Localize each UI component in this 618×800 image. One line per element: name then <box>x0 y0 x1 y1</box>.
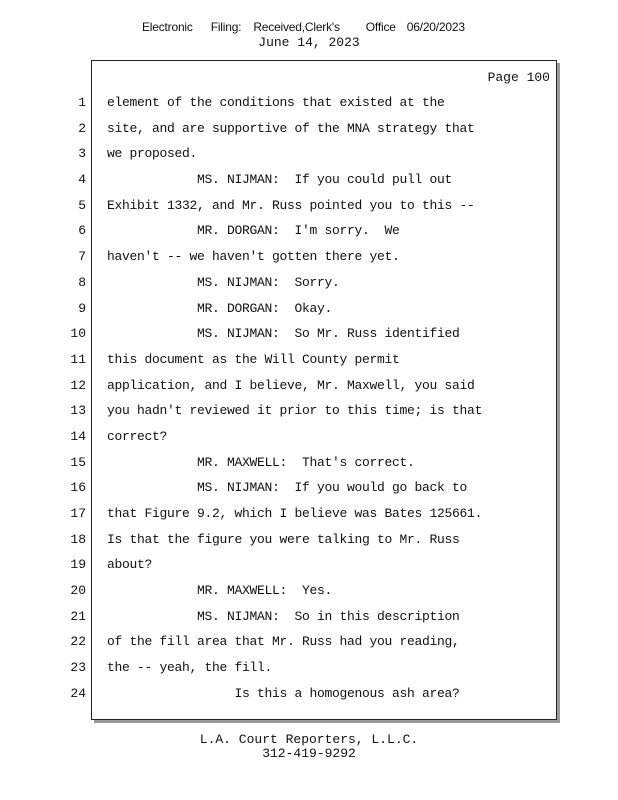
transcript-line: about? <box>107 557 153 573</box>
line-number: 13 <box>70 403 86 419</box>
transcript-line: haven't -- we haven't gotten there yet. <box>107 249 400 265</box>
line-number: 15 <box>70 454 86 470</box>
transcript-line: MR. MAXWELL: That's correct. <box>107 454 415 470</box>
transcript-line: element of the conditions that existed at the <box>107 95 445 110</box>
line-number: 21 <box>70 608 86 624</box>
transcript-line: this document as the Will County permit <box>107 351 400 367</box>
transcript-line: MS. NIJMAN: If you would go back to <box>107 480 468 496</box>
court-reporter-name: L.A. Court Reporters, L.L.C. <box>199 732 419 747</box>
transcript-line: that Figure 9.2, which I believe was Bates 125661. <box>107 506 483 521</box>
line-number: 8 <box>78 274 86 290</box>
line-number: 5 <box>78 197 86 213</box>
transcript-line: you hadn't reviewed it prior to this time; is that <box>107 403 483 419</box>
line-number: 22 <box>70 634 86 650</box>
transcript-line: MR. DORGAN: Okay. <box>107 300 333 316</box>
line-number: 9 <box>78 300 86 316</box>
stamp-electronic: Electronic <box>142 20 193 34</box>
line-number: 23 <box>70 660 86 676</box>
transcript-line: we proposed. <box>107 146 198 162</box>
court-reporter-phone: 312-419-9292 <box>262 746 356 761</box>
line-number: 17 <box>70 506 86 521</box>
line-number: 24 <box>70 685 86 701</box>
stamp-filing: Filing: <box>210 20 242 34</box>
line-number: 3 <box>78 146 86 162</box>
line-number-column <box>60 94 86 711</box>
page-number: Page 100 <box>487 70 550 85</box>
transcript-line: MS. NIJMAN: Sorry. <box>107 274 340 290</box>
transcript-line: MS. NIJMAN: So in this description <box>107 608 460 624</box>
transcript-line: MR. MAXWELL: Yes. <box>107 583 333 599</box>
stamp-received: Received,Clerk's <box>253 20 340 34</box>
line-number: 10 <box>70 326 86 342</box>
transcript-line: application, and I believe, Mr. Maxwell, you said <box>107 377 475 393</box>
line-number: 18 <box>70 531 86 547</box>
line-number: 20 <box>70 583 86 599</box>
transcript-line: MS. NIJMAN: So Mr. Russ identified <box>107 326 460 342</box>
line-number: 1 <box>78 95 86 110</box>
stamp-office: Office <box>365 20 396 34</box>
line-number: 19 <box>70 557 86 573</box>
filing-stamp <box>142 20 465 34</box>
transcript-text <box>107 94 482 711</box>
transcript-line: Is this a homogenous ash area? <box>107 685 460 701</box>
line-number: 4 <box>78 172 86 188</box>
transcript-line: the -- yeah, the fill. <box>107 660 273 676</box>
footer <box>0 733 618 761</box>
line-number: 12 <box>70 377 86 393</box>
line-number: 14 <box>70 428 86 444</box>
line-number: 16 <box>70 480 86 496</box>
transcript-line: MS. NIJMAN: If you could pull out <box>107 172 453 188</box>
transcript-line: of the fill area that Mr. Russ had you reading, <box>107 634 460 650</box>
hearing-date: June 14, 2023 <box>258 35 360 50</box>
line-number: 2 <box>78 120 86 136</box>
transcript-line: site, and are supportive of the MNA strategy that <box>107 120 475 136</box>
line-number: 11 <box>70 351 86 367</box>
stamp-date: 06/20/2023 <box>406 20 465 34</box>
transcript-line: Is that the figure you were talking to Mr. Russ <box>107 531 460 547</box>
transcript-line: Exhibit 1332, and Mr. Russ pointed you to this -- <box>107 197 475 213</box>
line-number: 7 <box>78 249 86 265</box>
transcript-line: correct? <box>107 428 168 444</box>
transcript-line: MR. DORGAN: I'm sorry. We <box>107 223 400 239</box>
line-number: 6 <box>78 223 86 239</box>
